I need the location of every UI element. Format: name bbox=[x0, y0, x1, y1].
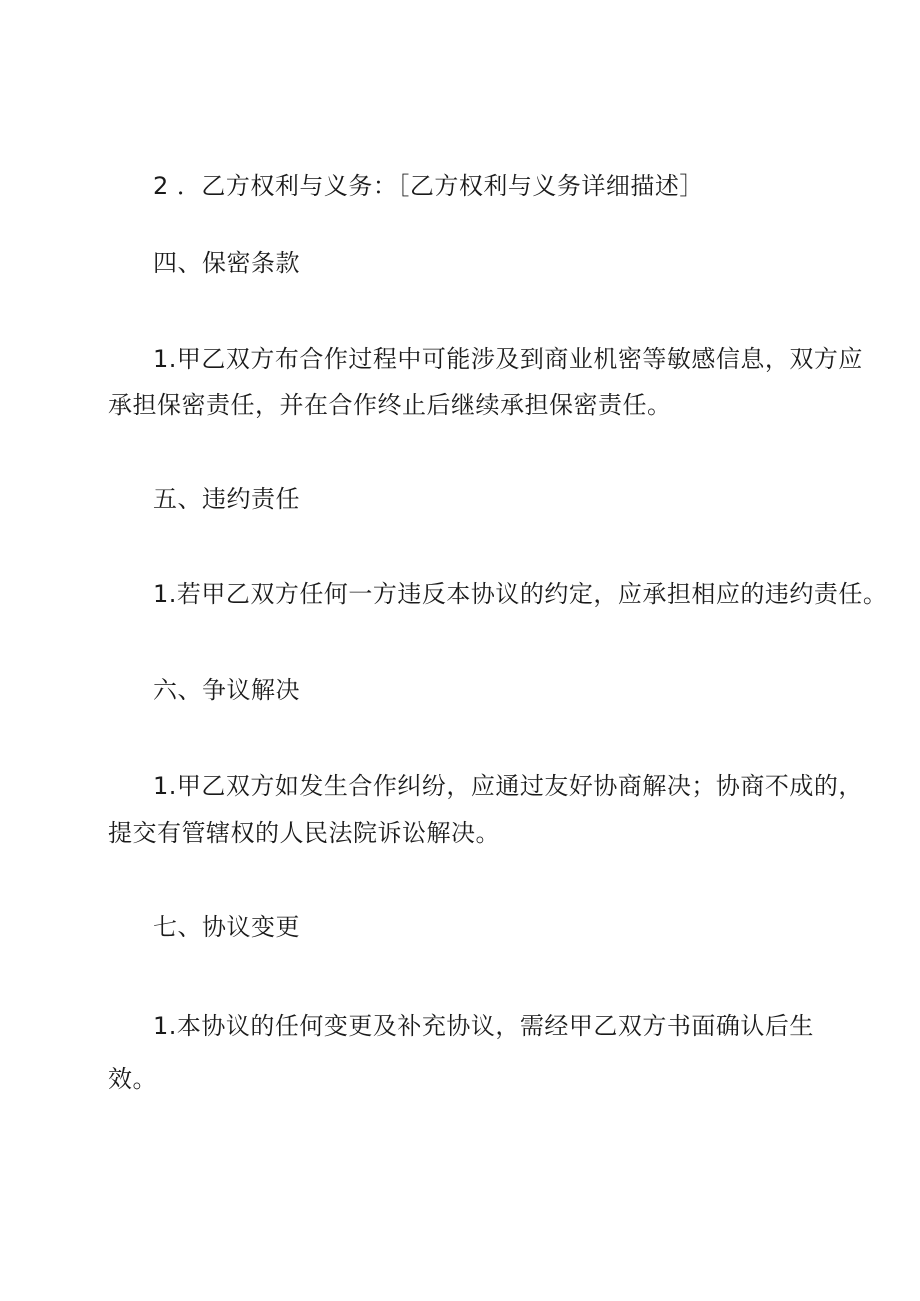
section-6-item-1-line-2: 提交有管辖权的人民法院诉讼解决。 bbox=[108, 819, 500, 847]
section-6-heading: 六、争议解决 bbox=[153, 676, 300, 704]
section-4-item-1-line-2: 承担保密责任，并在合作终止后继续承担保密责任。 bbox=[108, 391, 672, 419]
section-4-heading: 四、保密条款 bbox=[153, 249, 300, 277]
section-7-item-1-line-1: 1.本协议的任何变更及补充协议，需经甲乙双方书面确认后生 bbox=[153, 1012, 814, 1040]
section-5-item-1: 1.若甲乙双方任何一方违反本协议的约定，应承担相应的违约责任。 bbox=[153, 580, 888, 608]
section-4-item-1-line-1: 1.甲乙双方布合作过程中可能涉及到商业机密等敏感信息，双方应 bbox=[153, 345, 863, 373]
section-6-item-1-line-1: 1.甲乙双方如发生合作纠纷，应通过友好协商解决；协商不成的， bbox=[153, 772, 863, 800]
section-7-heading: 七、协议变更 bbox=[153, 913, 300, 941]
section-5-heading: 五、违约责任 bbox=[153, 485, 300, 513]
clause-2-2: 2 ．乙方权利与义务：［乙方权利与义务详细描述］ bbox=[153, 172, 704, 200]
section-7-item-1-line-2: 效。 bbox=[108, 1065, 157, 1093]
